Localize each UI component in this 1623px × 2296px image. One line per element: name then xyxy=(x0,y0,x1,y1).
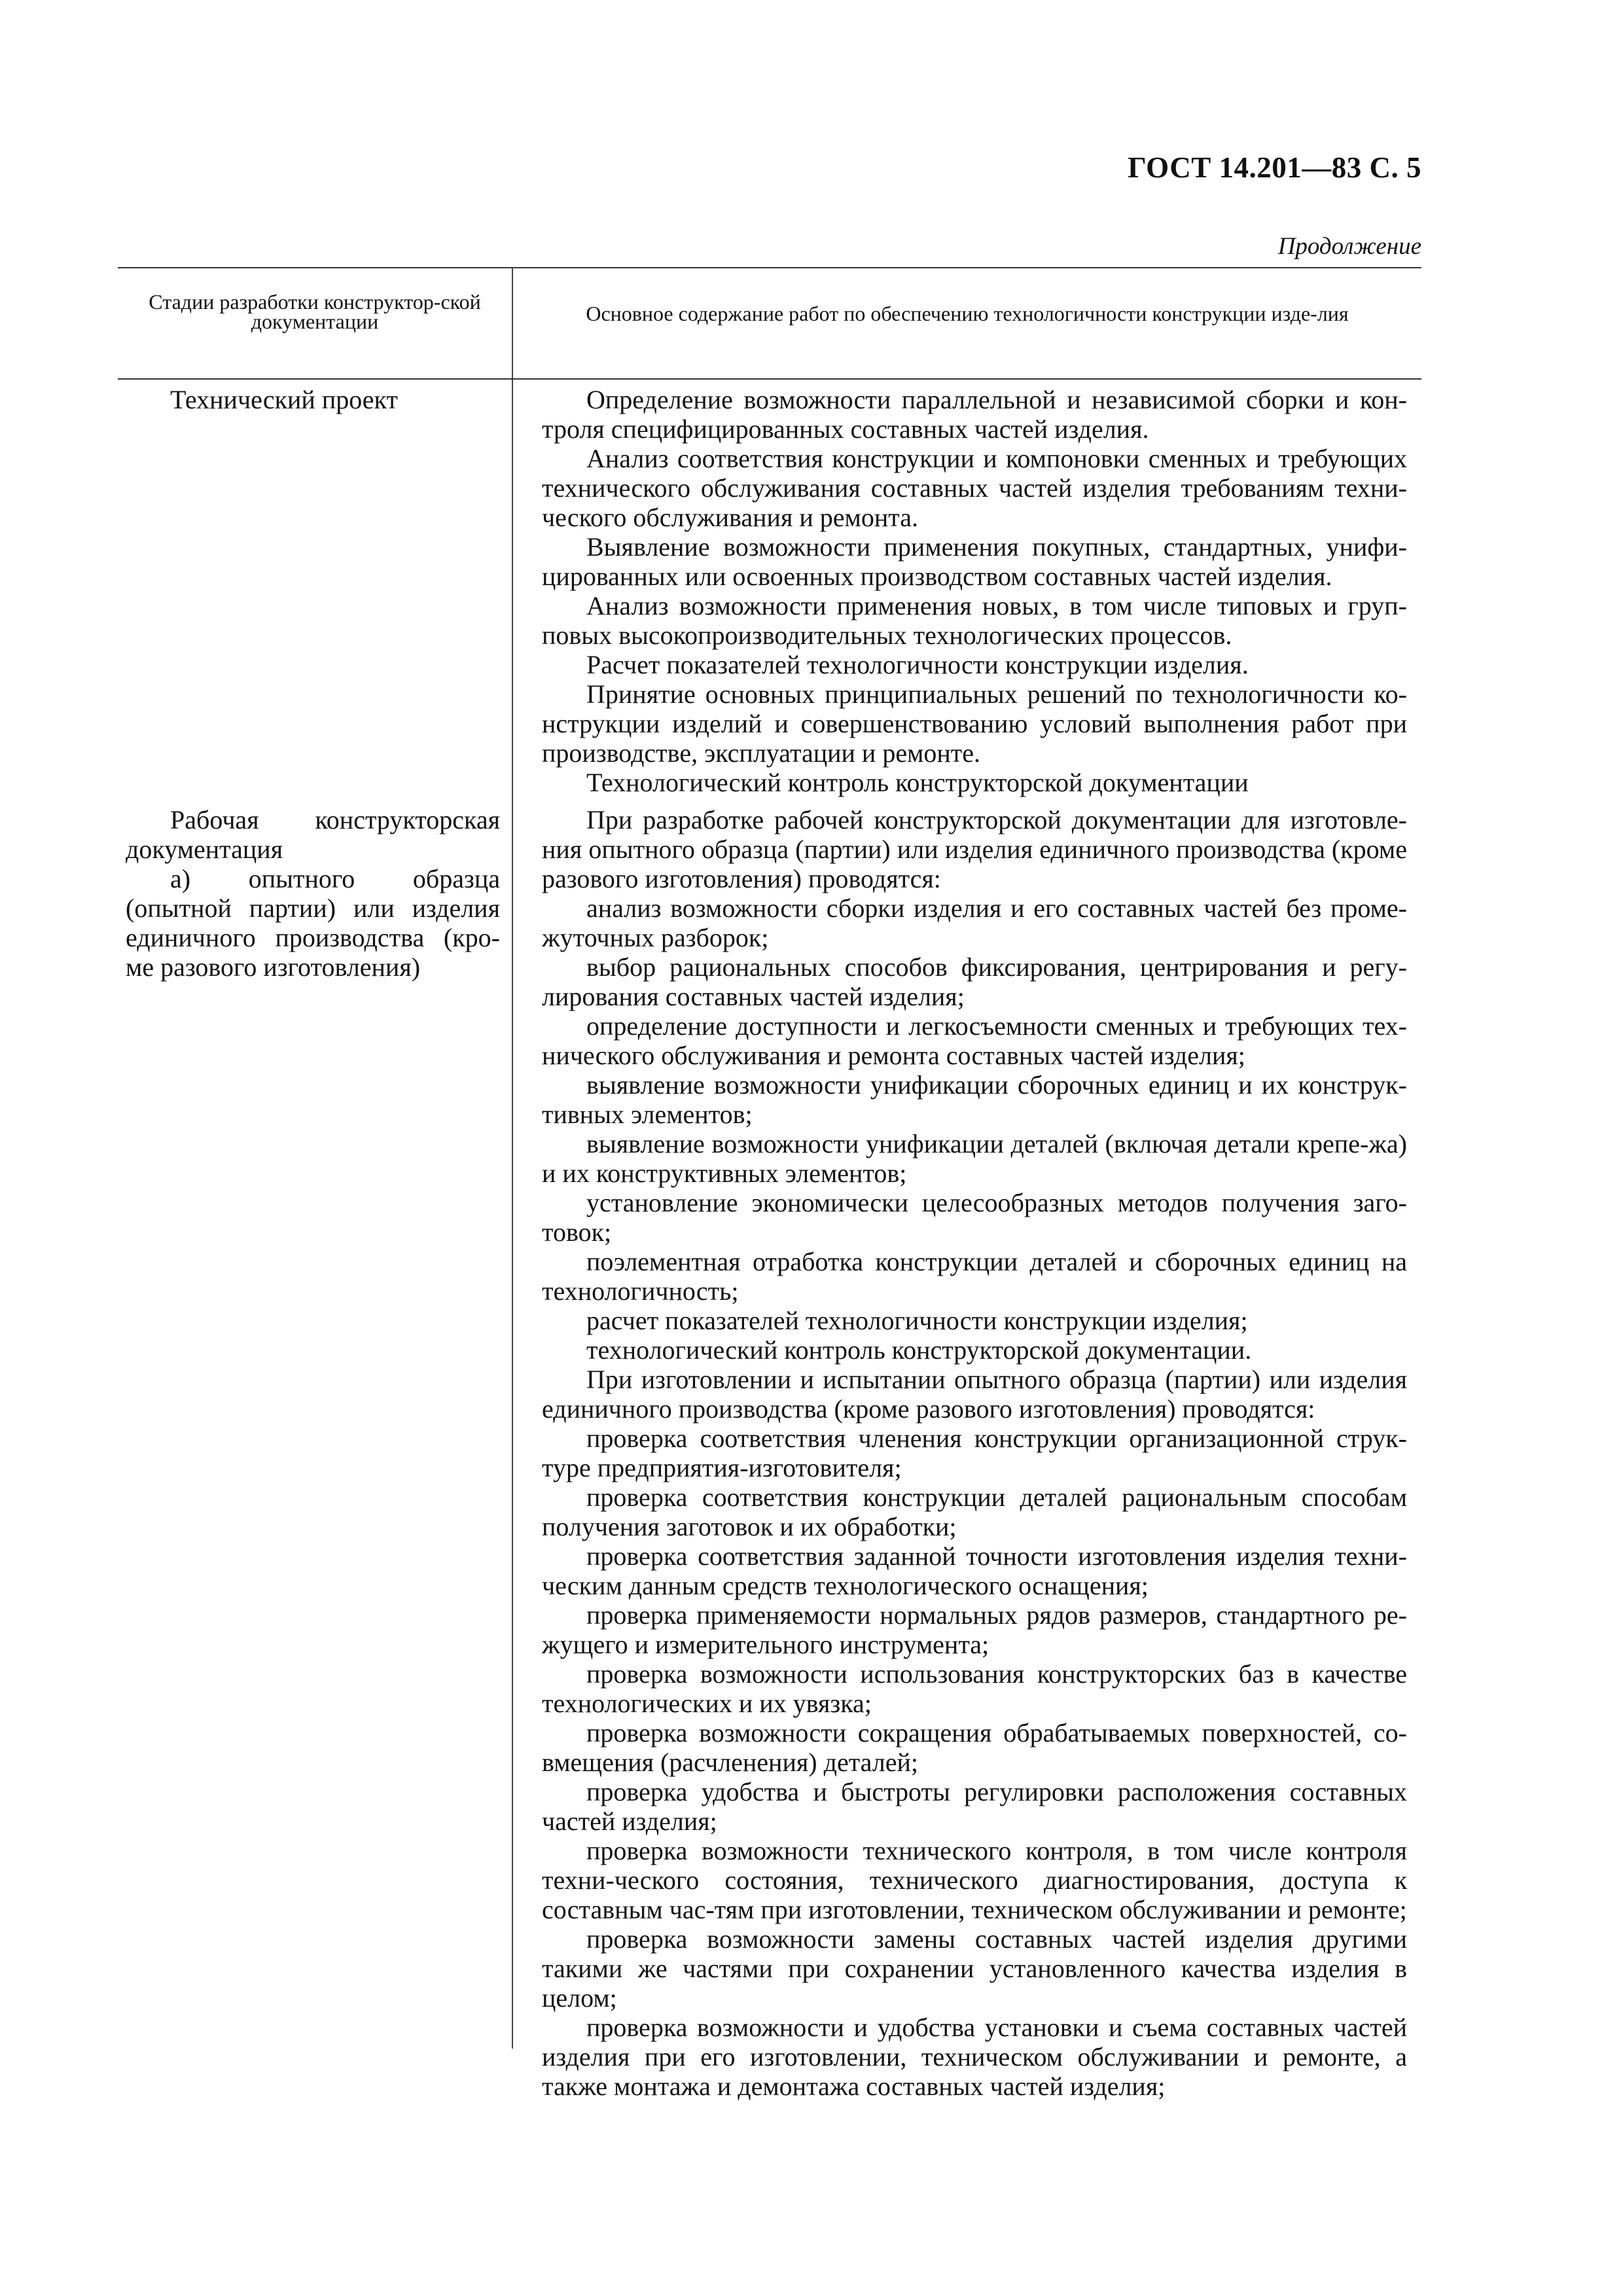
content-technical-project xyxy=(542,385,1407,797)
paragraph: проверка возможности сокращения обрабатываемых поверхностей, со-вмещения (расчленения) деталей; xyxy=(542,1718,1407,1777)
paragraph: Расчет показателей технологичности конструкции изделия. xyxy=(586,650,1249,679)
paragraph: При разработке рабочей конструкторской документации для изготовле-ния опытного образца (партии) или изделия единичного производства (кроме разового изготовления) проводятся: xyxy=(542,805,1407,893)
stage-subitem-a: а) опытного образца (опытной партии) или изделия единичного производства (кро-ме разового изготовления) xyxy=(126,864,500,982)
stage-title: Рабочая конструкторская документация xyxy=(126,805,500,864)
page-header-doc-ref: ГОСТ 14.201—83 С. 5 xyxy=(1128,151,1421,184)
paragraph: Выявление возможности применения покупных, стандартных, унифи-цированных или освоенных производством составных частей изделия. xyxy=(542,532,1407,591)
paragraph: расчет показателей технологичности конструкции изделия; xyxy=(586,1306,1248,1335)
column-header-content: Основное содержание работ по обеспечению технологичности конструкции изде-лия xyxy=(586,302,1349,325)
paragraph: выбор рациональных способов фиксирования, центрирования и регу-лирования составных частей изделия; xyxy=(542,952,1407,1011)
stage-technical-project: Технический проект xyxy=(170,385,398,414)
paragraph: технологический контроль конструкторской документации. xyxy=(586,1335,1252,1365)
stage-working-documentation xyxy=(126,805,500,982)
paragraph: выявление возможности унификации деталей (включая детали крепе-жа) и их конструктивных элементов; xyxy=(542,1129,1407,1188)
paragraph: Технологический контроль конструкторской документации xyxy=(586,768,1249,797)
paragraph: проверка возможности замены составных частей изделия другими такими же частями при сохранении установленного качества изделия в целом; xyxy=(542,1924,1407,2013)
paragraph: анализ возможности сборки изделия и его составных частей без проме-жуточных разборок; xyxy=(542,893,1407,952)
paragraph: проверка применяемости нормальных рядов размеров, стандартного ре-жущего и измерительного инструмента; xyxy=(542,1600,1407,1659)
table-top-rule xyxy=(118,267,1421,268)
column-header-stages: Стадии разработки конструктор-ской документации xyxy=(149,290,481,333)
paragraph: проверка возможности и удобства установки и съема составных частей изделия при его изготовлении, техническом обслуживании и ремонте, а также монтажа и демонтажа составных частей изделия; xyxy=(542,2013,1407,2101)
paragraph: проверка удобства и быстроты регулировки расположения составных частей изделия; xyxy=(542,1777,1407,1836)
paragraph: проверка соответствия членения конструкции организационной струк-туре предприятия-изготовителя; xyxy=(542,1424,1407,1482)
requirements-table xyxy=(118,267,1421,2101)
paragraph: Анализ соответствия конструкции и компоновки сменных и требующих технического обслуживания составных частей изделия требованиям техни-ческого обслуживания и ремонта. xyxy=(542,444,1407,532)
paragraph: Принятие основных принципиальных решений по технологичности ко-нструкции изделий и совершенствованию условий выполнения работ при производстве, эксплуатации и ремонте. xyxy=(542,679,1407,768)
header-bottom-rule xyxy=(118,378,1421,380)
column-divider xyxy=(512,267,513,2049)
paragraph: проверка возможности использования конструкторских баз в качестве технологических и их увязка; xyxy=(542,1659,1407,1718)
content-working-documentation xyxy=(542,805,1407,2101)
paragraph: выявление возможности унификации сборочных единиц и их конструк-тивных элементов; xyxy=(542,1070,1407,1129)
paragraph: Определение возможности параллельной и независимой сборки и кон-троля специфицированных составных частей изделия. xyxy=(542,385,1407,444)
paragraph: Анализ возможности применения новых, в том числе типовых и груп-повых высокопроизводительных технологических процессов. xyxy=(542,591,1407,650)
paragraph: определение доступности и легкосъемности сменных и требующих тех-нического обслуживания и ремонта составных частей изделия; xyxy=(542,1011,1407,1070)
paragraph: поэлементная отработка конструкции деталей и сборочных единиц на технологичность; xyxy=(542,1247,1407,1306)
continuation-label: Продолжение xyxy=(1277,233,1421,260)
paragraph: При изготовлении и испытании опытного образца (партии) или изделия единичного производства (кроме разового изготовления) проводятся: xyxy=(542,1365,1407,1424)
paragraph: проверка возможности технического контроля, в том числе контроля техни-ческого состояния, технического диагностирования, доступа к составным час-тям при изготовлении, техническом обслуживании и ремонте; xyxy=(542,1836,1407,1924)
paragraph: проверка соответствия заданной точности изготовления изделия техни-ческим данным средств технологического оснащения; xyxy=(542,1541,1407,1600)
paragraph: установление экономически целесообразных методов получения заго-товок; xyxy=(542,1188,1407,1247)
paragraph: проверка соответствия конструкции деталей рациональным способам получения заготовок и их обработки; xyxy=(542,1482,1407,1541)
